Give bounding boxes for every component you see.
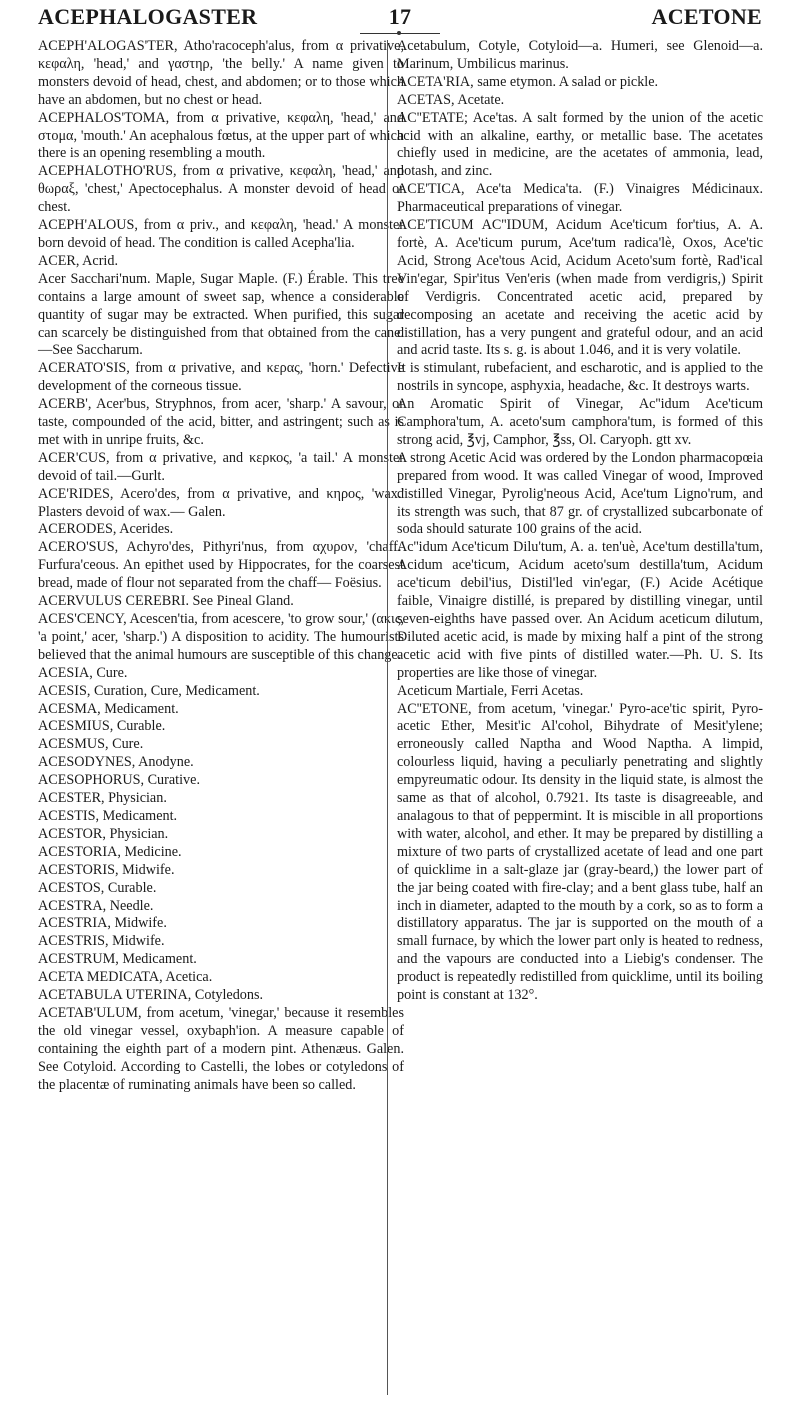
dictionary-entry: ACESMIUS, Curable. <box>38 718 166 735</box>
dictionary-entry: ACETA MEDICATA, Acetica. <box>38 969 213 986</box>
dictionary-entry: ACESMUS, Cure. <box>38 736 144 753</box>
dictionary-entry: AC''ETONE, from acetum, 'vinegar.' Pyro-ace'tic spirit, Pyro-acetic Ether, Mesit'ic Al'cohol, Bihydrate of Mesit'ylene; erroneously called Naptha and Wood Naptha. A limpid, colourless liquid, having a peculiarly penetrating and slightly empyreumatic odour. Its density in the liquid state, is almost the same as that of alcohol, 0.7921. Its taste is disagreeable, and analagous to that of peppermint. It is miscible in all proportions with water, alcohol, and ether. It may be prepared by distilling a mixture of two parts of crystallized acetate of lead and one part of quicklime in a salt-glaze jar (gray-beard,) the lower part of the jar being coated with fire-clay; and a bent glass tube, half an inch in diameter, adapted to the mouth by a cork, so as to form a distillatory apparatus. The jar is supported on the mouth of a small furnace, by which the lower part only is heated to redness, and the vapours are conducted into a Liebig's condenser. The product is repeatedly redistilled from quicklime, until its boiling point is constant at 132°. <box>397 700 763 1004</box>
dictionary-entry: ACESODYNES, Anodyne. <box>38 754 194 771</box>
dictionary-entry: ACESTER, Physician. <box>38 790 167 807</box>
dictionary-entry: ACESTOS, Curable. <box>38 879 157 896</box>
dictionary-entry: ACER'CUS, from α privative, and κερκος, 'a tail.' A monster devoid of tail.—Gurlt. <box>38 449 404 484</box>
dictionary-entry: ACETA'RIA, same etymon. A salad or pickle. <box>397 73 659 90</box>
header-left-guideword: ACEPHALOGASTER <box>38 4 258 29</box>
dictionary-entry: ACERATO'SIS, from α privative, and κερας, 'horn.' Defective development of the corneous tissue. <box>38 360 404 395</box>
dictionary-entry: ACESTIS, Medicament. <box>38 807 178 824</box>
dictionary-entry: Aceticum Martiale, Ferri Acetas. <box>397 682 584 699</box>
dictionary-entry: ACEPH'ALOUS, from α priv., and κεφαλη, 'head.' A monster born devoid of head. The condition is called Acepha'lia. <box>38 217 404 251</box>
column-divider <box>387 40 388 1395</box>
dictionary-entry: ACERODES, Acerides. <box>38 521 174 538</box>
page-number: 17 <box>388 4 412 29</box>
dictionary-entry: ACESTORIS, Midwife. <box>38 861 175 878</box>
dictionary-entry: ACE'TICA, Ace'ta Medica'ta. (F.) Vinaigres Médicinaux. Pharmaceutical preparations of vinegar. <box>397 181 763 216</box>
dictionary-entry: ACE'TICUM AC''IDUM, Acidum Ace'ticum for'tius, A. A. fortè, A. Ace'ticum purum, Ace'tum radica'lè, Oxos, Ace'tic Acid, Strong Ace'tous Acid, Acidum Aceto'sum fortè, Rad'ical Vin'egar, Spir'itus Ven'eris (when made from verdigris,) Spirit of Verdigris. Concentrated acetic acid, prepared by decomposing an acetate and receiving the acetic acid by distillation, has a very pungent and grateful odour, and an acid and acrid taste. Its s. g. is about 1.046, and it is very volatile. <box>397 217 763 359</box>
dictionary-entry: It is stimulant, rubefacient, and escharotic, and is applied to the nostrils in syncope, asphyxia, headache, &c. It destroys warts. <box>397 360 763 395</box>
dictionary-entry: ACE'RIDES, Acero'des, from α privative, and κηρος, 'wax.' Plasters devoid of wax.— Galen. <box>38 485 404 520</box>
dictionary-entry: Acetabulum, Cotyle, Cotyloid—a. Humeri, see Glenoid—a. Marinum, Umbilicus marinus. <box>397 38 763 72</box>
dictionary-entry: ACESTRIS, Midwife. <box>38 933 165 950</box>
dictionary-entry: ACESMA, Medicament. <box>38 700 179 717</box>
header-right-guideword: ACETONE <box>651 4 762 29</box>
dictionary-entry: ACEPH'ALOGAS'TER, Atho'racoceph'alus, from α privative, κεφαλη, 'head,' and γαστηρ, 'the belly.' A name given to monsters devoid of head, chest, and abdomen; or to those which have an abdomen, but no chest or head. <box>38 38 404 108</box>
dictionary-entry: Ac''idum Ace'ticum Dilu'tum, A. a. ten'uè, Ace'tum destilla'tum, Acidum ace'ticum, Acidum aceto'sum destilla'tum, Acidum ace'ticum debil'ius, Distil'led vin'egar, (F.) Acide Acétique faible, Vinaigre distillé, is prepared by distilling vinegar, until seven-eighths have passed over. An Acidum aceticum dilutum, Diluted acetic acid, is made by mixing half a pint of the strong acetic acid with five pints of distilled water.—Ph. U. S. Its properties are like those of vinegar. <box>397 539 763 681</box>
dictionary-entry: Acer Sacchari'num. Maple, Sugar Maple. (F.) Érable. This tree contains a large amount of sweet sap, whence a considerable quantity of sugar may be extracted. When purified, this sugar can scarcely be distinguished from that obtained from the cane.—See Saccharum. <box>38 270 404 359</box>
dictionary-entry: ACEPHALOTHO'RUS, from α privative, κεφαλη, 'head,' and θωραξ, 'chest,' Apectocephalus. A monster devoid of head or chest. <box>38 163 404 216</box>
dictionary-entry: ACETAS, Acetate. <box>397 91 505 108</box>
left-column <box>38 38 404 1094</box>
dictionary-entry: ACER, Acrid. <box>38 252 118 269</box>
dictionary-entry: ACESIS, Curation, Cure, Medicament. <box>38 682 260 699</box>
header-ornament-rule <box>360 33 440 34</box>
dictionary-entry: An Aromatic Spirit of Vinegar, Ac''idum Ace'ticum Camphora'tum, A. aceto'sum camphora'tum, is formed of this strong acid, ℥vj, Camphor, ℥ss, Ol. Caryoph. gtt xv. <box>397 396 763 448</box>
dictionary-entry: ACETABULA UTERINA, Cotyledons. <box>38 987 264 1004</box>
dictionary-entry: ACESTOR, Physician. <box>38 825 169 842</box>
dictionary-entry: ACESTRUM, Medicament. <box>38 951 197 968</box>
dictionary-entry: ACEPHALOS'TOMA, from α privative, κεφαλη, 'head,' and στομα, 'mouth.' An acephalous fœtus, at the upper part of which there is an opening resembling a mouth. <box>38 109 404 162</box>
dictionary-entry: ACESTRIA, Midwife. <box>38 915 167 932</box>
dictionary-entry: ACERB', Acer'bus, Stryphnos, from acer, 'sharp.' A savour, or taste, compounded of the acid, bitter, and astringent; such as is met with in unripe fruits, &c. <box>38 396 404 448</box>
dictionary-entry: ACETAB'ULUM, from acetum, 'vinegar,' because it resembles the old vinegar vessel, oxybaph'ion. A measure capable of containing the eighth part of a modern pint. Athenæus. Galen. See Cotyloid. According to Castelli, the lobes or cotyledons of the placentæ of ruminating animals have been so called. <box>38 1004 404 1093</box>
dictionary-entry: A strong Acetic Acid was ordered by the London pharmacopœia prepared from wood. It was called Vinegar of wood, Improved distilled Vinegar, Pyrolig'neous Acid, Ace'tum Ligno'rum, and its strength was such, that 87 gr. of crystallized subcarbonate of soda should saturate 100 grains of the acid. <box>397 449 763 538</box>
running-header <box>38 4 762 32</box>
right-column <box>397 38 763 1005</box>
dictionary-entry: ACESTRA, Needle. <box>38 897 154 914</box>
dictionary-entry: AC''ETATE; Ace'tas. A salt formed by the union of the acetic acid with an alkaline, earthy, or metallic base. The acetates chiefly used in medicine, are the acetates of ammonia, lead, potash, and zinc. <box>397 109 763 180</box>
dictionary-entry: ACERO'SUS, Achyro'des, Pithyri'nus, from αχυρον, 'chaff.' Furfura'ceous. An epithet used by Hippocrates, for the coarsest bread, made of flour not separated from the chaff— Foësius. <box>38 539 404 592</box>
dictionary-entry: ACERVULUS CEREBRI. See Pineal Gland. <box>38 593 294 610</box>
dictionary-entry: ACESTORIA, Medicine. <box>38 843 182 860</box>
dictionary-entry: ACESIA, Cure. <box>38 664 128 681</box>
dictionary-entry: ACES'CENCY, Acescen'tia, from acescere, 'to grow sour,' (ακις, 'a point,' acer, 'sharp.') A disposition to acidity. The humourists believed that the animal humours are susceptible of this change. <box>38 611 404 663</box>
dictionary-entry: ACESOPHORUS, Curative. <box>38 772 200 789</box>
